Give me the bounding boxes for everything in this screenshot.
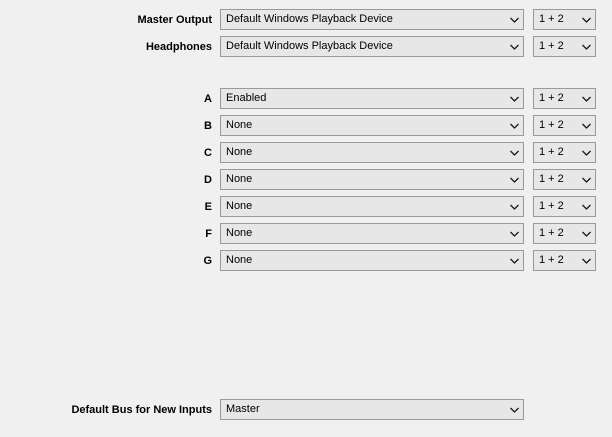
master-output-channels-select[interactable] — [533, 9, 596, 30]
bus-a-device-select[interactable] — [220, 88, 524, 109]
master-output-device-select[interactable] — [220, 9, 524, 30]
bus-e-device-select[interactable] — [220, 196, 524, 217]
bus-e-device-value: None — [226, 200, 253, 212]
bus-d-device-select[interactable] — [220, 169, 524, 190]
bus-c-channels-select[interactable] — [533, 142, 596, 163]
row-bus-d — [120, 169, 596, 190]
chevron-down-icon[interactable] — [506, 89, 523, 108]
bus-c-channels-value: 1 + 2 — [539, 146, 564, 158]
bus-a-channels-select[interactable] — [533, 88, 596, 109]
bus-e-channels-select[interactable] — [533, 196, 596, 217]
bus-b-channels-select[interactable] — [533, 115, 596, 136]
headphones-channels-value: 1 + 2 — [539, 40, 564, 52]
chevron-down-icon[interactable] — [578, 170, 595, 189]
bus-c-device-select[interactable] — [220, 142, 524, 163]
row-bus-f — [120, 223, 596, 244]
bus-g-channels-select[interactable] — [533, 250, 596, 271]
bus-d-label: D — [204, 173, 212, 186]
bus-g-device-value: None — [226, 254, 253, 266]
chevron-down-icon[interactable] — [578, 116, 595, 135]
chevron-down-icon[interactable] — [506, 10, 523, 29]
bus-a-device-value: Enabled — [226, 92, 267, 104]
bus-d-channels-select[interactable] — [533, 169, 596, 190]
row-bus-g — [120, 250, 596, 271]
row-bus-e — [120, 196, 596, 217]
bus-g-channels-value: 1 + 2 — [539, 254, 564, 266]
bus-f-device-value: None — [226, 227, 253, 239]
bus-f-label: F — [205, 227, 212, 240]
chevron-down-icon[interactable] — [506, 400, 523, 419]
chevron-down-icon[interactable] — [578, 197, 595, 216]
row-headphones — [120, 36, 596, 57]
bus-c-device-value: None — [226, 146, 253, 158]
bus-c-label: C — [204, 146, 212, 159]
chevron-down-icon[interactable] — [578, 251, 595, 270]
row-bus-c — [120, 142, 596, 163]
bus-e-label: E — [204, 200, 212, 213]
master-output-device-value: Default Windows Playback Device — [226, 13, 393, 25]
chevron-down-icon[interactable] — [578, 224, 595, 243]
chevron-down-icon[interactable] — [506, 224, 523, 243]
bus-b-channels-value: 1 + 2 — [539, 119, 564, 131]
bus-d-device-value: None — [226, 173, 253, 185]
bus-b-device-select[interactable] — [220, 115, 524, 136]
chevron-down-icon[interactable] — [506, 116, 523, 135]
headphones-device-select[interactable] — [220, 36, 524, 57]
bus-b-device-value: None — [226, 119, 253, 131]
chevron-down-icon[interactable] — [506, 170, 523, 189]
headphones-label: Headphones — [145, 40, 212, 53]
chevron-down-icon[interactable] — [506, 37, 523, 56]
chevron-down-icon[interactable] — [578, 89, 595, 108]
default-bus-value: Master — [226, 403, 260, 415]
chevron-down-icon[interactable] — [506, 197, 523, 216]
bus-g-device-select[interactable] — [220, 250, 524, 271]
chevron-down-icon[interactable] — [578, 37, 595, 56]
bus-g-label: G — [203, 254, 212, 267]
bus-f-channels-value: 1 + 2 — [539, 227, 564, 239]
bus-f-channels-select[interactable] — [533, 223, 596, 244]
bus-a-channels-value: 1 + 2 — [539, 92, 564, 104]
default-bus-label: Default Bus for New Inputs — [71, 403, 212, 416]
master-output-channels-value: 1 + 2 — [539, 13, 564, 25]
headphones-device-value: Default Windows Playback Device — [226, 40, 393, 52]
bus-b-label: B — [204, 119, 212, 132]
bus-e-channels-value: 1 + 2 — [539, 200, 564, 212]
chevron-down-icon[interactable] — [578, 10, 595, 29]
chevron-down-icon[interactable] — [578, 143, 595, 162]
row-master-output — [120, 9, 596, 30]
master-output-label: Master Output — [137, 13, 212, 26]
bus-a-label: A — [204, 92, 212, 105]
chevron-down-icon[interactable] — [506, 251, 523, 270]
row-bus-b — [120, 115, 596, 136]
bus-d-channels-value: 1 + 2 — [539, 173, 564, 185]
default-bus-select[interactable] — [220, 399, 524, 420]
row-bus-a — [120, 88, 596, 109]
bus-f-device-select[interactable] — [220, 223, 524, 244]
row-default-bus — [52, 399, 524, 420]
headphones-channels-select[interactable] — [533, 36, 596, 57]
chevron-down-icon[interactable] — [506, 143, 523, 162]
